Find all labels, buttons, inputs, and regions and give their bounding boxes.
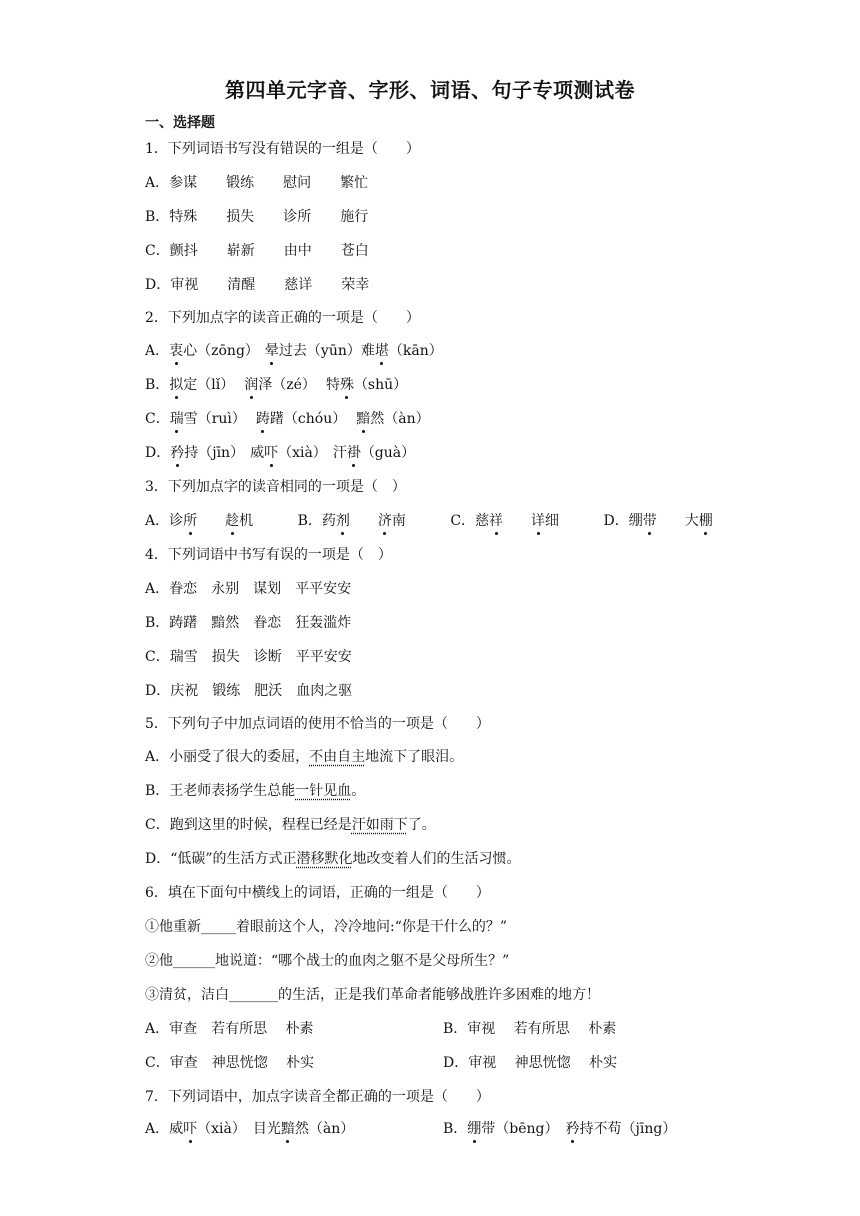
q4-option-d: D．庆祝 锻练 肥沃 血肉之驱	[145, 683, 353, 699]
q2-option-c: C．瑞雪（ruì） 踌躇（chóu） 黯然（àn）	[145, 411, 430, 427]
q4-option-a: A．眷恋 永别 谋划 平平安安	[145, 581, 352, 597]
section-heading: 一、选择题	[145, 115, 215, 131]
question-4-stem: 4．下列词语中书写有误的一项是（ ）	[145, 547, 392, 563]
dotted-word: 一针见血	[295, 783, 352, 799]
page-title: 第四单元字音、字形、词语、句子专项测试卷	[225, 78, 635, 102]
q1-option-a: A．参谋 锻练 慰问 繁忙	[145, 175, 369, 191]
question-3-stem: 3．下列加点字的读音相同的一项是（ ）	[145, 479, 406, 495]
q4-option-c: C．瑞雪 损失 诊断 平平安安	[145, 649, 352, 665]
q5-option-b: B．王老师表扬学生总能一针见血。	[145, 783, 366, 799]
q5-option-a: A．小丽受了很大的委屈，不由自主地流下了眼泪。	[145, 749, 464, 765]
q6-option-b: B．审视 若有所思 朴素	[443, 1021, 617, 1037]
question-2-stem: 2．下列加点字的读音正确的一项是（ ）	[145, 310, 420, 326]
question-5-stem: 5．下列句子中加点词语的使用不恰当的一项是（ ）	[145, 716, 490, 732]
q6-sentence-1: ①他重新_____着眼前这个人，冷冷地问:“你是干什么的？”	[145, 919, 508, 935]
dotted-word: 潜移默化	[296, 851, 353, 867]
q6-option-c: C．审查 神思恍惚 朴实	[145, 1055, 315, 1071]
q2-option-b: B．拟定（lǐ） 润泽（zé） 特殊（shū）	[145, 377, 408, 393]
q2-option-a: A．衷心（zōng） 晕过去（yūn）难堪（kān）	[145, 343, 443, 359]
dotted-word: 汗如雨下	[351, 817, 408, 833]
q6-sentence-3: ③清贫，洁白_______的生活，正是我们革命者能够战胜许多困难的地方！	[145, 987, 600, 1003]
q6-option-a: A．审查 若有所思 朴素	[145, 1021, 314, 1037]
q1-option-d: D．审视 清醒 慈详 荣幸	[145, 277, 370, 293]
q7-option-b: B．绷带（bēng） 矜持不苟（jīng）	[443, 1121, 677, 1137]
q2-option-d: D．矜持（jīn） 威吓（xià） 汗褂（guà）	[145, 445, 416, 461]
question-6-stem: 6．填在下面句中横线上的词语，正确的一组是（ ）	[145, 885, 490, 901]
q6-option-d: D．审视 神思恍惚 朴实	[443, 1055, 618, 1071]
q1-option-b: B．特殊 损失 诊所 施行	[145, 209, 369, 225]
q3-options: A．诊所 趁机 B．药剂 济南 C．慈祥 详细 D．绷带 大棚	[145, 513, 713, 529]
q4-option-b: B．踌躇 黯然 眷恋 狂轰滥炸	[145, 615, 352, 631]
dotted-word: 不由自主	[309, 749, 366, 765]
question-1-stem: 1．下列词语书写没有错误的一组是（ ）	[145, 141, 420, 157]
q5-option-c: C．跑到这里的时候，程程已经是汗如雨下了。	[145, 817, 436, 833]
q6-sentence-2: ②他______地说道：“哪个战士的血肉之躯不是父母所生？”	[145, 953, 510, 969]
q5-option-d: D．“低碳”的生活方式正潜移默化地改变着人们的生活习惯。	[145, 851, 521, 867]
q1-option-c: C．颤抖 崭新 由中 苍白	[145, 243, 369, 259]
q7-option-a: A．威吓（xià） 目光黯然（àn）	[145, 1121, 355, 1137]
question-7-stem: 7．下列词语中，加点字读音全都正确的一项是（ ）	[145, 1089, 490, 1105]
